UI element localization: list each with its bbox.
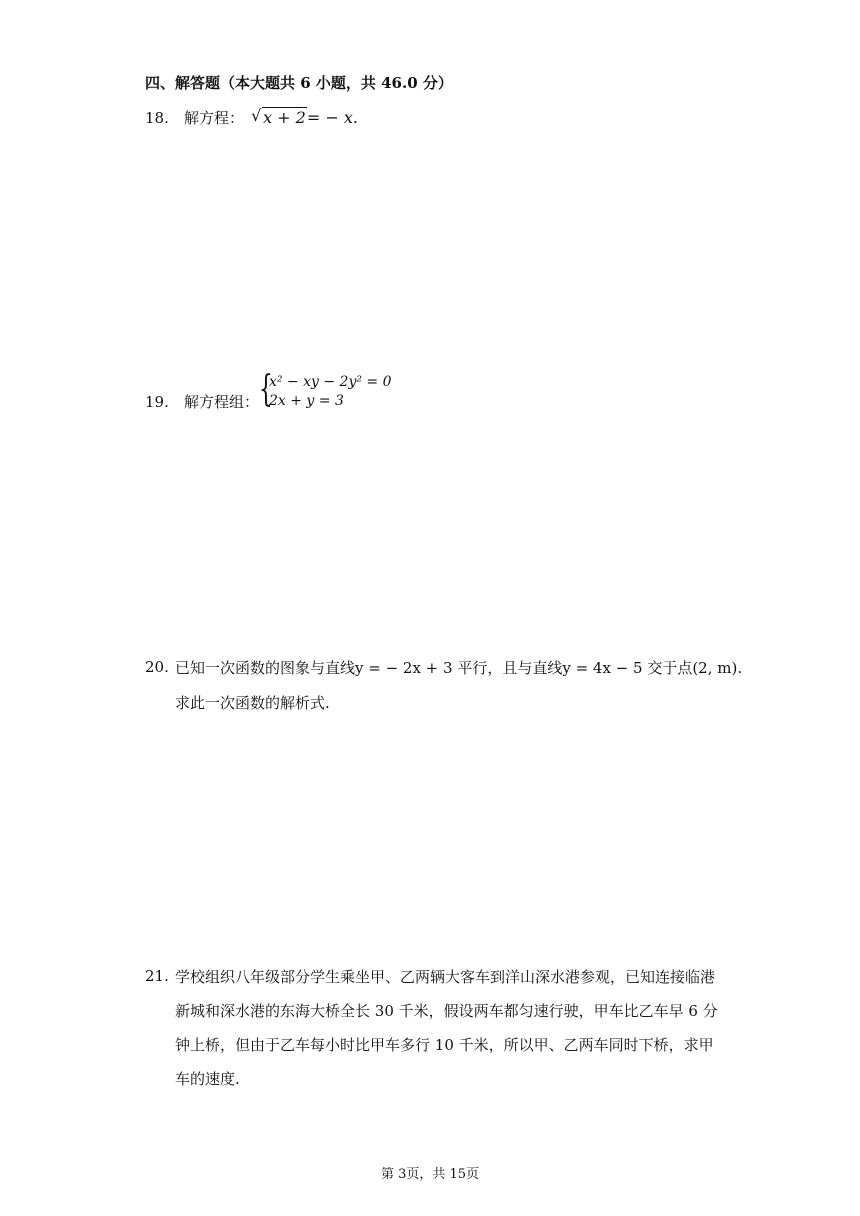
question-21 [145,966,169,985]
question-21-line-2: 新城和深水港的东海大桥全长 30 千米，假设两车都匀速行驶，甲车比乙车早 6 分 [175,1002,718,1020]
question-21-line-4: 车的速度. [175,1070,240,1088]
section-title: 四、解答题（本大题共 6 小题，共 46.0 分） [145,74,453,92]
page-footer: 第 3页，共 15页 [380,1167,480,1182]
question-20 [145,657,169,676]
system-equation-1: x² − xy − 2y² = 0 [268,374,392,390]
question-number: 21. [145,967,169,985]
question-18 [145,107,358,128]
equation-rhs: = − x. [306,108,358,127]
equation-system [258,369,392,411]
question-21-line-1: 学校组织八年级部分学生乘坐甲、乙两辆大客车到洋山深水港参观，已知连接临港 [175,968,716,986]
question-number: 19. [145,392,169,411]
question-19 [145,369,392,411]
system-equation-2: 2x + y = 3 [268,393,344,409]
sqrt-expression [251,108,307,127]
question-prefix: 解方程： [183,109,244,127]
sqrt-radicand: x + 2 [263,108,306,127]
question-21-line-3: 钟上桥，但由于乙车每小时比甲车多行 10 千米，所以甲、乙两车同时下桥，求甲 [175,1036,714,1054]
equation-18 [244,108,358,127]
question-number: 20. [145,658,169,676]
question-20-line-1: 已知一次函数的图象与直线y = − 2x + 3 平行，且与直线y = 4x − 5 交于点(2, m). [175,659,743,677]
radical-sign-icon: √ [251,106,262,125]
question-number: 18. [145,109,169,127]
question-prefix: 解方程组： [183,392,259,411]
question-20-line-2: 求此一次函数的解析式. [175,694,330,712]
left-brace-icon: { [258,369,273,410]
